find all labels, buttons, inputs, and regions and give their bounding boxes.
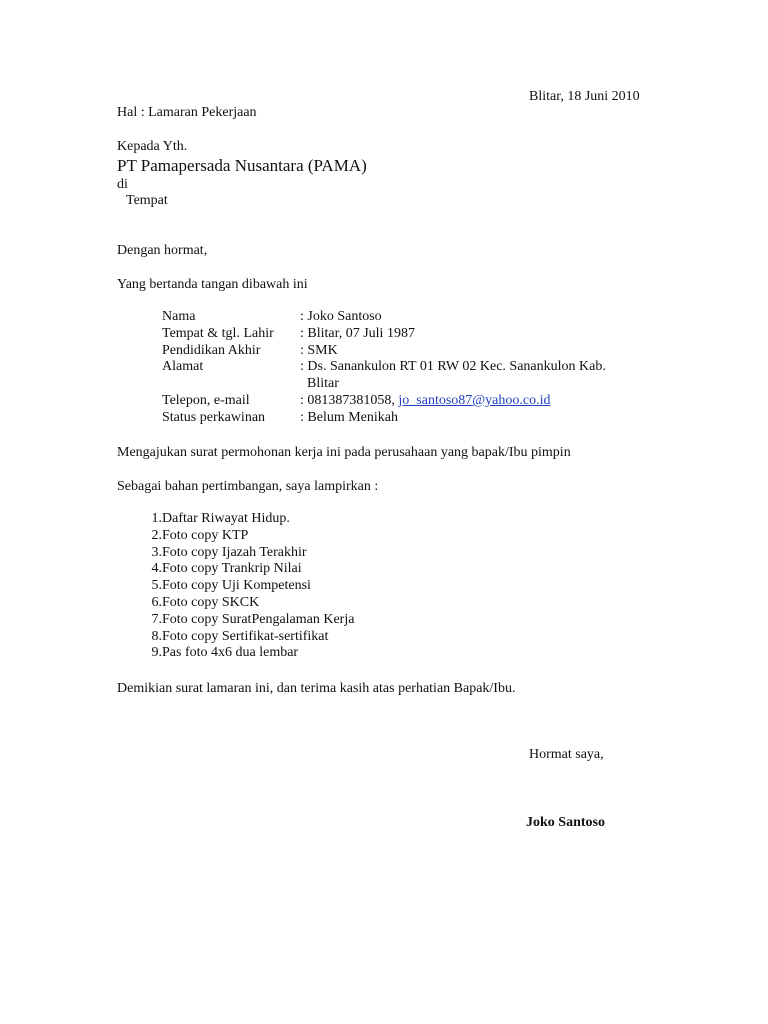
greeting: Dengan hormat,: [117, 243, 208, 258]
list-text: Foto copy KTP: [162, 527, 249, 543]
list-text: Foto copy SuratPengalaman Kerja: [162, 611, 355, 627]
list-number: 6.: [151, 594, 162, 610]
info-value: : SMK: [300, 342, 338, 358]
list-number: 4.: [151, 561, 162, 577]
list-text: Daftar Riwayat Hidup.: [162, 511, 290, 526]
info-row-education: [162, 343, 682, 360]
info-label: Nama: [162, 309, 196, 324]
list-item: [117, 561, 354, 578]
letter-date: Blitar, 18 Juni 2010: [529, 89, 640, 104]
list-number: 1.: [151, 511, 162, 526]
list-item: [117, 629, 354, 646]
list-text: Foto copy SKCK: [162, 594, 260, 610]
list-text: Foto copy Trankrip Nilai: [162, 561, 302, 577]
list-number: 7.: [151, 611, 162, 627]
recipient-company: PT Pamapersada Nusantara (PAMA): [117, 156, 367, 175]
attachments-intro: Sebagai bahan pertimbangan, saya lampirkan :: [117, 479, 379, 494]
list-number: 9.: [151, 645, 162, 661]
info-label: Status perkawinan: [162, 409, 266, 425]
list-item: [117, 645, 354, 662]
list-item: [117, 528, 354, 545]
info-label: Pendidikan Akhir: [162, 342, 261, 358]
info-value: : Blitar, 07 Juli 1987: [300, 325, 415, 341]
info-row-name: [162, 309, 682, 326]
applicant-info: [162, 309, 682, 427]
closing-text: Demikian surat lamaran ini, dan terima kasih atas perhatian Bapak/Ibu.: [117, 681, 516, 696]
signer-name: Joko Santoso: [526, 815, 605, 830]
info-row-marital: [162, 410, 682, 427]
info-value-contact: [300, 393, 682, 410]
list-item: [117, 578, 354, 595]
info-label: Tempat & tgl. Lahir: [162, 325, 274, 341]
list-number: 3.: [151, 544, 162, 560]
list-item: [117, 511, 354, 528]
info-label: Telepon, e-mail: [162, 392, 250, 408]
regards-text: Hormat saya,: [529, 747, 604, 762]
list-number: 5.: [151, 578, 162, 594]
list-item: [117, 612, 354, 629]
list-number: 2.: [151, 527, 162, 543]
list-number: 8.: [151, 628, 162, 644]
list-item: [117, 545, 354, 562]
email-link[interactable]: jo_santoso87@yahoo.co.id: [398, 392, 551, 408]
phone-number: : 081387381058,: [300, 392, 399, 408]
recipient-di: di: [117, 177, 128, 192]
address-line-1: : Ds. Sanankulon RT 01 RW 02 Kec. Sanankulon Kab.: [300, 359, 606, 375]
info-row-birth: [162, 326, 682, 343]
info-value-address: [300, 359, 682, 393]
list-text: Foto copy Ijazah Terakhir: [162, 544, 307, 560]
intro-text: Yang bertanda tangan dibawah ini: [117, 277, 308, 292]
recipient-label: Kepada Yth.: [117, 139, 188, 154]
info-value: : Joko Santoso: [300, 309, 382, 324]
info-row-address: [162, 359, 682, 393]
application-text: Mengajukan surat permohonan kerja ini pada perusahaan yang bapak/Ibu pimpin: [117, 445, 571, 460]
list-text: Foto copy Sertifikat-sertifikat: [162, 628, 329, 644]
info-row-contact: [162, 393, 682, 410]
attachments-list: [117, 511, 354, 662]
address-line-2: Blitar: [307, 376, 339, 392]
recipient-place: Tempat: [126, 193, 168, 208]
list-text: Foto copy Uji Kompetensi: [162, 578, 311, 594]
list-text: Pas foto 4x6 dua lembar: [162, 645, 299, 661]
letter-subject: Hal : Lamaran Pekerjaan: [117, 105, 257, 120]
info-value: : Belum Menikah: [300, 409, 398, 425]
list-item: [117, 595, 354, 612]
info-label: Alamat: [162, 359, 204, 375]
